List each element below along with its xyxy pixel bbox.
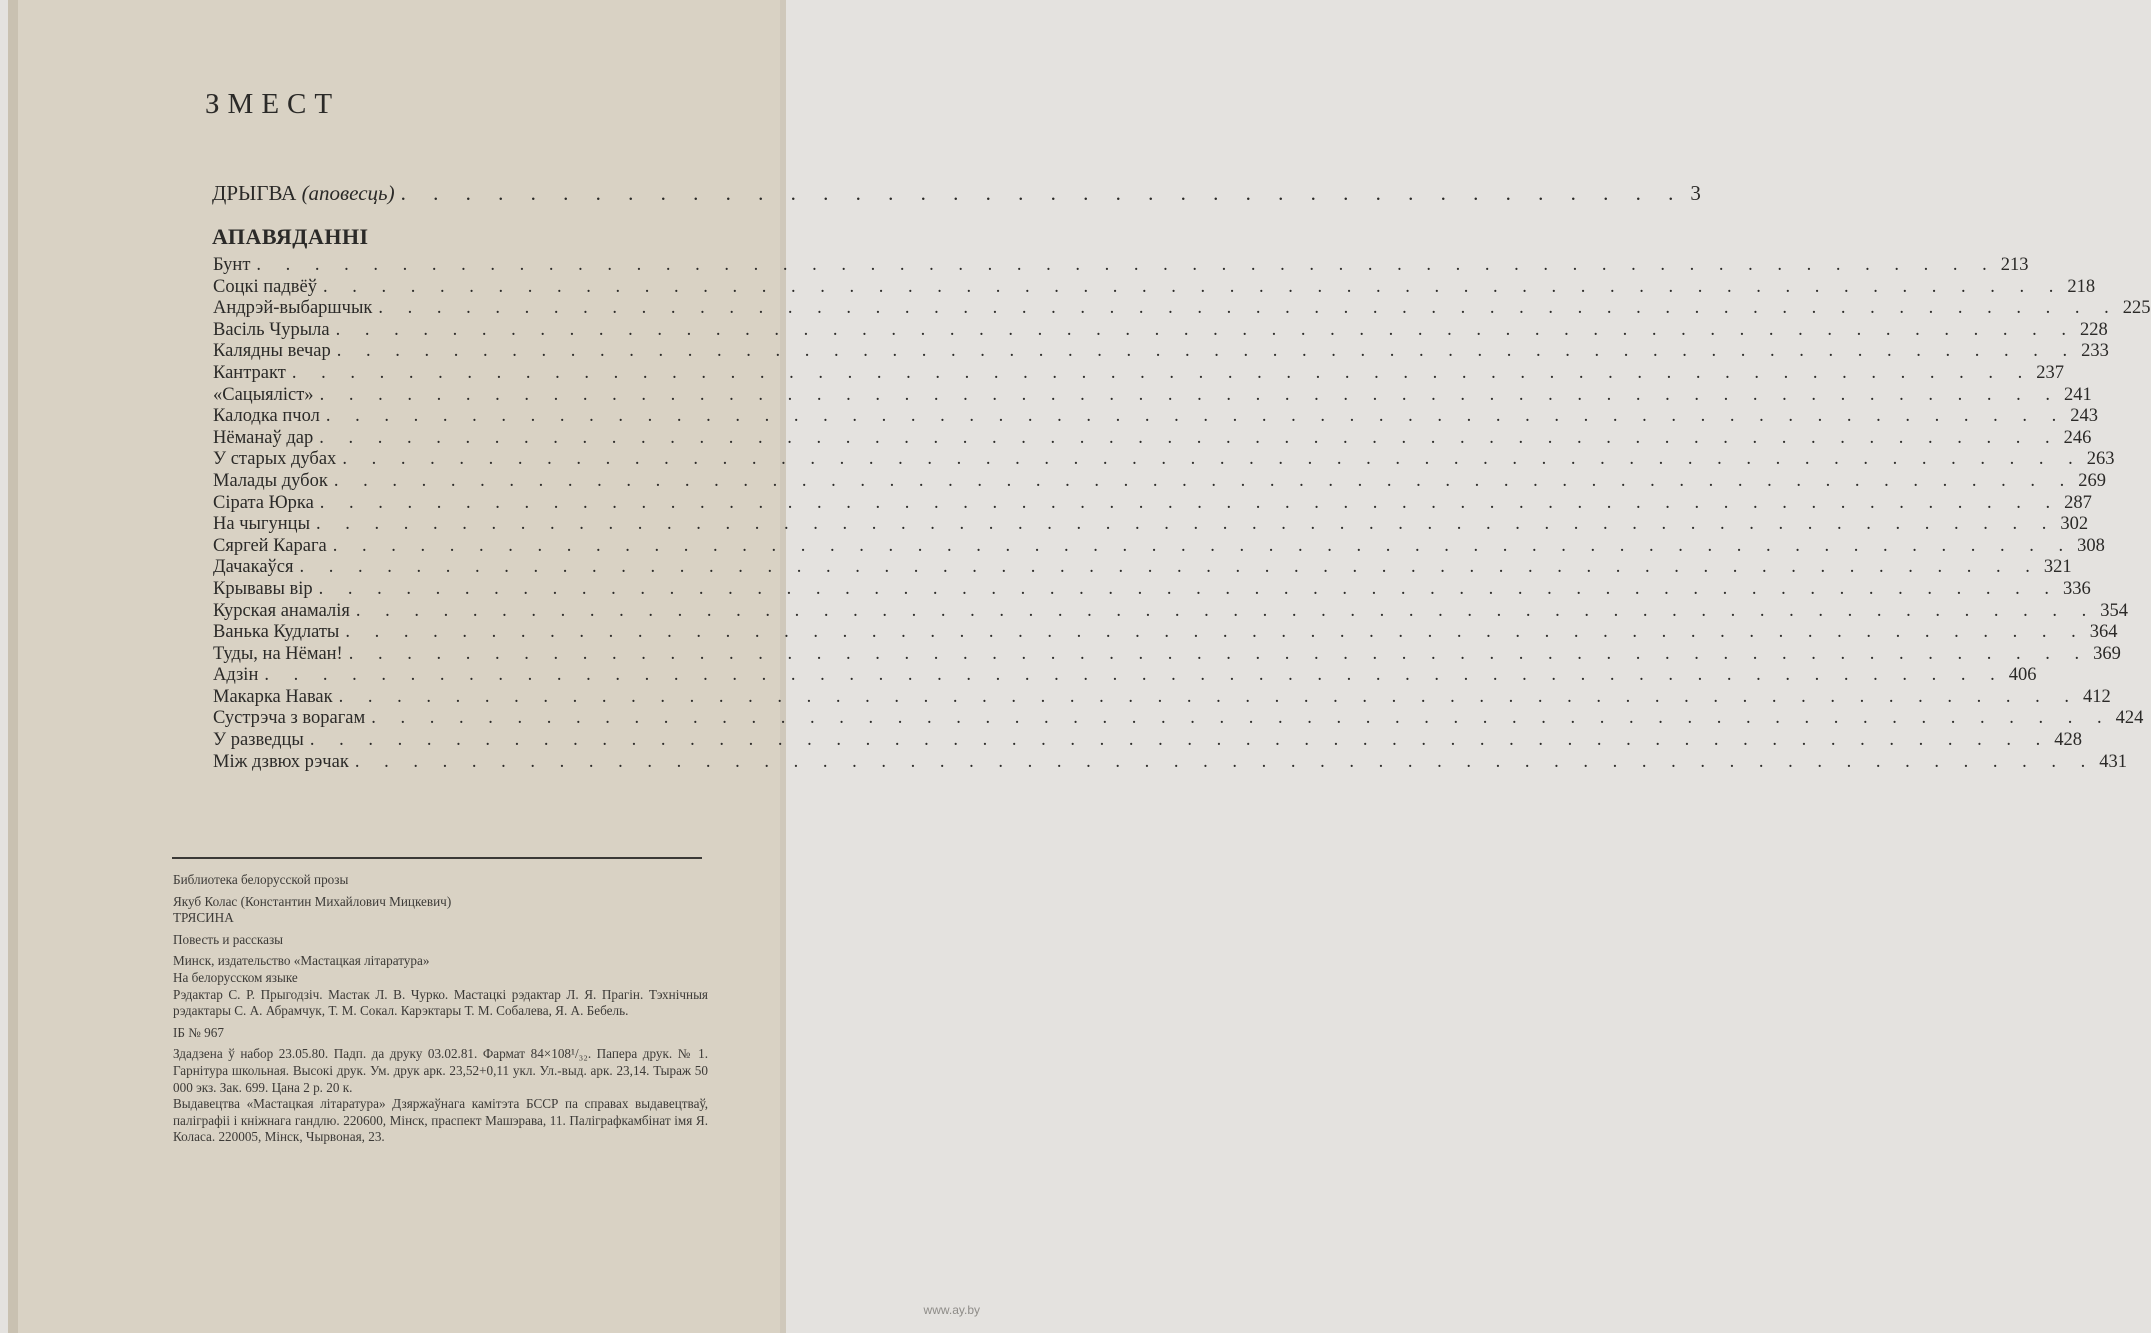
imprint-block [173,872,708,1146]
dot-leader: . . . . . . . . . . . . . . . . . . . . . . . . . . . . . . . . . . . . . . . . . . . . . . . . . . . . . . . . . . . . [348,643,2090,664]
section-heading: АПАВЯДАННІ [212,224,369,249]
toc-entry-title: Бунт [213,255,251,275]
toc-entry [213,255,2029,277]
toc-entry-title: «Сацыяліст» [213,384,314,405]
toc-entry-page: 428 [2054,730,2082,751]
toc-entry-title: Малады дубок [213,470,328,491]
main-entry-title: ДРЫГВА (аповесць) [212,181,395,205]
main-entry-subtitle: (аповесць) [301,181,395,205]
toc-entry-page: 246 [2063,427,2092,448]
toc-entry-page: 228 [2079,319,2108,340]
toc-entry [213,319,2108,342]
toc-title: ЗМЕСТ [205,88,341,120]
dot-leader: . . . . . . . . . . . . . . . . . . . . . . . . . . . . . . . . . . . . . . . . . . . . . . . . . . . . . . . . . . . . [354,751,2096,772]
imprint-editors: Рэдактар С. Р. Прыгодзіч. Мастак Л. В. Чурко. Мастацкі рэдактар Л. Я. Прагін. Тэхнічныя рэдактары С. А. Абрамчук, Т. М. Сокал. Карэктары Т. М. Собалева, Я. А. Бебель. [173,986,708,1019]
toc-entry-page: 364 [2089,622,2118,643]
toc-entry-title: Сустрэча з ворагам [213,708,366,729]
imprint-publisher-address: Выдавецтва «Мастацкая літаратура» Дзяржаўнага камітэта БССР па справах выдавецтваў, паліграфіі і кніжнага гандлю. 220600, Мінск, праспект Машэрава, 11. Паліграфкамбінат імя Я. Коласа. 220005, Мінск, Чырвоная, 23. [173,1096,708,1145]
dot-leader: . . . . . . . . . . . . . . . . . . . . . . . . . . . . . . . . . . . . . . . . . . . . . . . . . . . . . . . . . . . . [319,427,2060,448]
imprint-author: Якуб Колас (Константин Михайлович Мицкевич) [173,893,452,909]
toc-entry-title: Адзін [213,665,259,686]
toc-entry-title: Калядны вечар [213,341,331,362]
dot-leader: . . . . . . . . . . . . . . . . . . . . . . . . . . . . . . . . . . . . . . . . . . . . . . . . . . . . . . . . . . . . [318,578,2060,599]
toc-entry [213,362,2064,385]
toc-entry [213,578,2091,601]
imprint-genre: Повесть и рассказы [173,931,284,947]
toc-entry [213,449,2115,471]
toc-entry-page: 336 [2063,578,2091,599]
toc-entry-title: Васіль Чурыла [213,319,330,340]
imprint-series: Библиотека белорусской прозы [173,872,349,887]
toc-entry-title: Калодка пчол [213,406,320,427]
toc-entry [213,298,2151,320]
toc-entry-title: Між дзвюх рэчак [213,751,349,772]
toc-entry [213,427,2092,450]
toc-entry-title: Сірата Юрка [213,492,314,513]
toc-entry-page: 237 [2036,362,2064,383]
toc-entry-page: 241 [2063,384,2092,405]
dot-leader: . . . . . . . . . . . . . . . . . . . . . . . . . . . . . . . . . . . . . . . . . . . . . . . . . . . . . . . . . . . . [316,514,2057,535]
toc-entry [213,470,2106,493]
dot-leader: . . . . . . . . . . . . . . . . . . . . . . . . . . . . . . . . . . . . . . . . . . . . . . . . . . . . . . . . . . . . [256,255,1997,275]
toc-entry-page: 263 [2086,449,2115,470]
imprint-book-title: ТРЯСИНА [173,910,234,926]
toc-entry-page: 431 [2099,751,2127,772]
toc-entry [213,557,2072,579]
toc-entry [213,708,2144,730]
toc-entry-title: Сяргей Карага [213,535,327,556]
toc-entry [213,384,2092,407]
toc-entry-title: У старых дубах [213,449,337,470]
toc-entry-page: 269 [2078,470,2106,491]
dot-leader: . . . . . . . . . . . . . . . . . . . . . . . . . . . . . . . . . . . . . . . . . . . . . . . . . . . . . . . . . . . . [371,708,2112,729]
divider [172,857,702,859]
toc-entry-title: Дачакаўся [213,557,294,578]
toc-entry-title: Туды, на Нёман! [213,643,343,664]
dot-leader: . . . . . . . . . . . . . . . . . . . . . . . . . . . . . . . . . . . . . . . . . . . . . . . . . . . . . . . . . . . . [332,535,2074,556]
dot-leader: . . . . . . . . . . . . . . . . . . . . . . . . . . . . . . . . . . . . . . . . . . . . . . . . . . . . . . . . . . . . [322,276,2064,297]
toc-entry-title: Макарка Навак [213,686,333,707]
main-entry-page: 3 [1690,181,1701,205]
toc-entry [213,514,2089,536]
toc-entry-title: На чыгунцы [213,514,310,535]
toc-entry-page: 354 [2100,600,2128,621]
dot-leader: . . . . . . . . . . . . . . . . . . . . . . . . . . . . . . . . . . . . . . . . . . . . . . . . . . . . . . . . . . . . [336,341,2078,362]
toc-entry [213,406,2098,428]
toc-entry [213,751,2127,774]
toc-entry [213,535,2105,558]
toc-entry [213,730,2082,752]
toc-entry [213,600,2128,623]
toc-entry-page: 287 [2064,492,2092,513]
toc-entry-page: 321 [2043,557,2072,578]
toc-entry [213,643,2121,666]
toc-entry-title: Нёманаў дар [213,427,314,448]
dot-leader: . . . . . . . . . . . . . . . . . . . . . . . . . . . . . . . . . . . . . . . . . . . . . . . . . . . . . . . . . . . . [291,362,2033,383]
dot-leader: . . . . . . . . . . . . . . . . . . . . . . . . . . . . . . . . . . . . . . . . . . . . . . . . . . . . . . . . . . . . [299,557,2040,578]
toc-entry [213,276,2096,299]
toc-entry-page: 369 [2093,643,2121,664]
story-list [213,255,2151,773]
watermark: www.ay.by [923,1303,980,1317]
toc-entry [213,665,2037,687]
toc-entry [213,686,2111,709]
imprint-ib: ІБ № 967 [173,1024,224,1040]
toc-entry-title: Соцкі падвёў [213,276,317,297]
dot-leader: . . . . . . . . . . . . . . . . . . . . . . . . . . . . . . . . . . . . . . . . . . . . . . . . . . . . . . . . . . . . [264,665,2005,686]
toc-entry [213,622,2118,644]
toc-entry-title: У разведцы [213,730,304,751]
toc-entry-page: 218 [2067,276,2096,297]
toc-main-entry [212,181,1701,206]
toc-entry [213,341,2109,363]
dot-leader: . . . . . . . . . . . . . . . . . . . . . . . . . . . . . . . . . . . . . . . . . . . . . . . . . . . . . . . . . . . . [345,622,2086,643]
toc-entry-title: Крывавы вір [213,578,313,599]
imprint-publisher: Минск, издательство «Мастацкая літаратура» [173,953,430,969]
dot-leader: . . . . . . . . . . . . . . . . . . . . . . . . . . . . . . . . . . . . . . . . [400,181,1685,205]
dot-leader: . . . . . . . . . . . . . . . . . . . . . . . . . . . . . . . . . . . . . . . . . . . . . . . . . . . . . . . . . . . . [355,600,2097,621]
dot-leader: . . . . . . . . . . . . . . . . . . . . . . . . . . . . . . . . . . . . . . . . . . . . . . . . . . . . . . . . . . . . [319,384,2060,405]
toc-entry-page: 243 [2070,406,2098,427]
dot-leader: . . . . . . . . . . . . . . . . . . . . . . . . . . . . . . . . . . . . . . . . . . . . . . . . . . . . . . . . . . . . [309,730,2051,751]
dot-leader: . . . . . . . . . . . . . . . . . . . . . . . . . . . . . . . . . . . . . . . . . . . . . . . . . . . . . . . . . . . . [335,319,2076,340]
toc-entry-page: 406 [2008,665,2037,686]
imprint-language: На белорусском языке [173,969,298,985]
toc-entry-page: 225 [2122,298,2151,319]
dot-leader: . . . . . . . . . . . . . . . . . . . . . . . . . . . . . . . . . . . . . . . . . . . . . . . . . . . . . . . . . . . . [325,406,2067,427]
toc-entry-title: Андрэй-выбаршчык [213,298,373,319]
dot-leader: . . . . . . . . . . . . . . . . . . . . . . . . . . . . . . . . . . . . . . . . . . . . . . . . . . . . . . . . . . . . [333,470,2075,491]
toc-entry-page: 233 [2081,341,2109,362]
toc-entry-title: Кантракт [213,362,286,383]
toc-entry-title: Ванька Кудлаты [213,622,340,643]
page-gutter [8,0,18,1333]
imprint-production: Здадзена ў набор 23.05.80. Падп. да друку 03.02.81. Фармат 84×108¹/₃₂. Папера друк. № 1. Гарнітура школьная. Высокі друк. Ум. друк арк. 23,52+0,11 укл. Ул.-выд. арк. 23,14. Тыраж 50 000 экз. Зак. 699. Цана 2 р. 20 к. [173,1046,708,1095]
dot-leader: . . . . . . . . . . . . . . . . . . . . . . . . . . . . . . . . . . . . . . . . . . . . . . . . . . . . . . . . . . . . [338,686,2080,707]
dot-leader: . . . . . . . . . . . . . . . . . . . . . . . . . . . . . . . . . . . . . . . . . . . . . . . . . . . . . . . . . . . . [378,298,2119,319]
toc-entry-title: Курская анамалія [213,600,350,621]
toc-entry-page: 302 [2060,514,2089,535]
toc-entry-page: 424 [2115,708,2144,729]
toc-entry [213,492,2092,515]
toc-entry-page: 308 [2077,535,2105,556]
dot-leader: . . . . . . . . . . . . . . . . . . . . . . . . . . . . . . . . . . . . . . . . . . . . . . . . . . . . . . . . . . . . [319,492,2061,513]
toc-entry-page: 412 [2083,686,2111,707]
toc-entry-page: 213 [2000,255,2029,275]
dot-leader: . . . . . . . . . . . . . . . . . . . . . . . . . . . . . . . . . . . . . . . . . . . . . . . . . . . . . . . . . . . . [342,449,2083,470]
